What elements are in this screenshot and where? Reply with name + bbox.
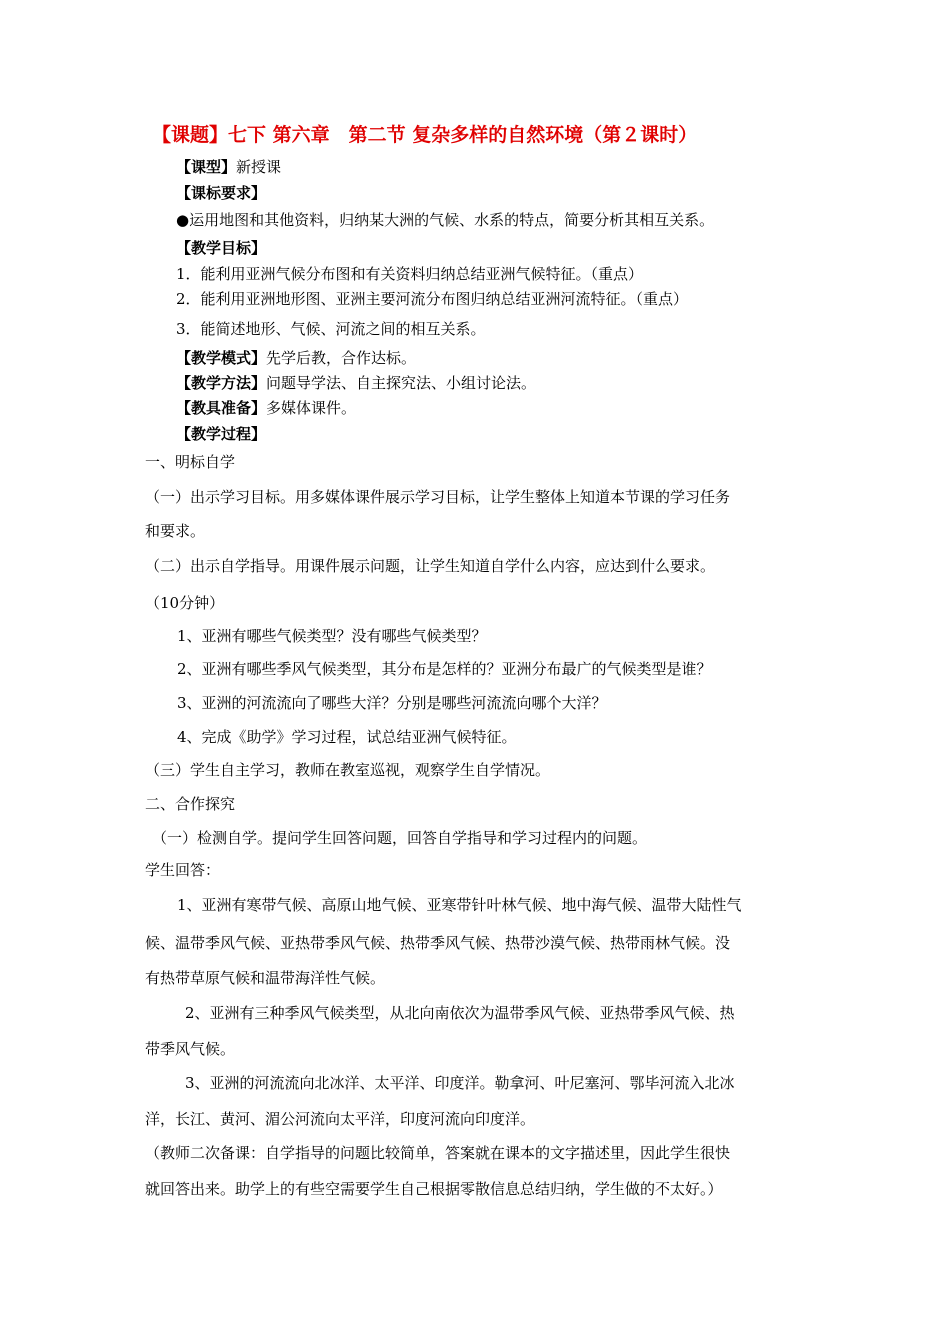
field-label: 【教学过程】 (176, 425, 267, 443)
field-label: 【课标要求】 (176, 184, 267, 202)
paragraph-line: 学生回答： (145, 861, 221, 879)
goal-item: 1．能利用亚洲气候分布图和有关资料归纳总结亚洲气候特征。（重点） (176, 265, 644, 283)
goal-item: 3．能简述地形、气候、河流之间的相互关系。 (176, 320, 486, 338)
paragraph-line: （一）出示学习目标。用多媒体课件展示学习目标，让学生整体上知道本节课的学习任务 (145, 488, 731, 506)
field-curriculum-req (176, 183, 266, 203)
question-item: 2、亚洲有哪些季风气候类型，其分布是怎样的？亚洲分布最广的气候类型是谁？ (177, 660, 712, 678)
answer-line: 带季风气候。 (145, 1040, 236, 1058)
teacher-note-line: （教师二次备课：自学指导的问题比较简单，答案就在课本的文字描述里，因此学生很快 (145, 1144, 731, 1162)
answer-line: 2、亚洲有三种季风气候类型，从北向南依次为温带季风气候、亚热带季风气候、热 (185, 1004, 735, 1022)
question-item: 4、完成《助学》学习过程，试总结亚洲气候特征。 (177, 728, 517, 746)
section-heading: 二、合作探究 (145, 795, 236, 813)
paragraph-line: （10分钟） (145, 594, 225, 612)
goal-item: 2．能利用亚洲地形图、亚洲主要河流分布图归纳总结亚洲河流特征。（重点） (176, 290, 689, 308)
paragraph-line: 和要求。 (145, 522, 206, 540)
field-label: 【教学方法】 (176, 374, 267, 392)
paragraph-line: （二）出示自学指导。用课件展示问题，让学生知道自学什么内容，应达到什么要求。 (145, 557, 716, 575)
field-teaching-mode (176, 348, 416, 368)
answer-line: 候、温带季风气候、亚热带季风气候、热带季风气候、热带沙漠气候、热带雨林气候。没 (145, 934, 731, 952)
field-label: 【课型】 (176, 158, 237, 176)
field-value: 新授课 (236, 158, 282, 176)
section-heading: 一、明标自学 (145, 453, 236, 471)
teacher-note-line: 就回答出来。助学上的有些空需要学生自己根据零散信息总结归纳，学生做的不太好。） (145, 1180, 723, 1198)
answer-line: 有热带草原气候和温带海洋性气候。 (145, 969, 386, 987)
paragraph-line: （三）学生自主学习，教师在教室巡视，观察学生自学情况。 (145, 761, 551, 779)
question-item: 1、亚洲有哪些气候类型？没有哪些气候类型？ (177, 627, 487, 645)
answer-line: 3、亚洲的河流流向北冰洋、太平洋、印度洋。勒拿河、叶尼塞河、鄂毕河流入北冰 (185, 1074, 735, 1092)
field-value: 问题导学法、自主探究法、小组讨论法。 (266, 374, 537, 392)
field-label: 【教学目标】 (176, 239, 267, 257)
curriculum-req-text: ●运用地图和其他资料，归纳某大洲的气候、水系的特点，简要分析其相互关系。 (176, 211, 715, 229)
page-title: 【课题】七下 第六章 第二节 复杂多样的自然环境（第２课时） (152, 124, 698, 146)
field-lesson-type (176, 157, 281, 177)
field-label: 【教学模式】 (176, 349, 267, 367)
field-value: 先学后教，合作达标。 (266, 349, 417, 367)
field-teaching-process (176, 424, 266, 444)
answer-line: 1、亚洲有寒带气候、高原山地气候、亚寒带针叶林气候、地中海气候、温带大陆性气 (177, 896, 742, 914)
paragraph-line: （一）检测自学。提问学生回答问题，回答自学指导和学习过程内的问题。 (152, 829, 648, 847)
field-teaching-aids (176, 398, 356, 418)
field-label: 【教具准备】 (176, 399, 267, 417)
answer-line: 洋，长江、黄河、湄公河流向太平洋，印度河流向印度洋。 (145, 1110, 536, 1128)
field-teaching-goals (176, 238, 266, 258)
field-teaching-method (176, 373, 536, 393)
field-value: 多媒体课件。 (266, 399, 357, 417)
question-item: 3、亚洲的河流流向了哪些大洋？分别是哪些河流流向哪个大洋？ (177, 694, 607, 712)
